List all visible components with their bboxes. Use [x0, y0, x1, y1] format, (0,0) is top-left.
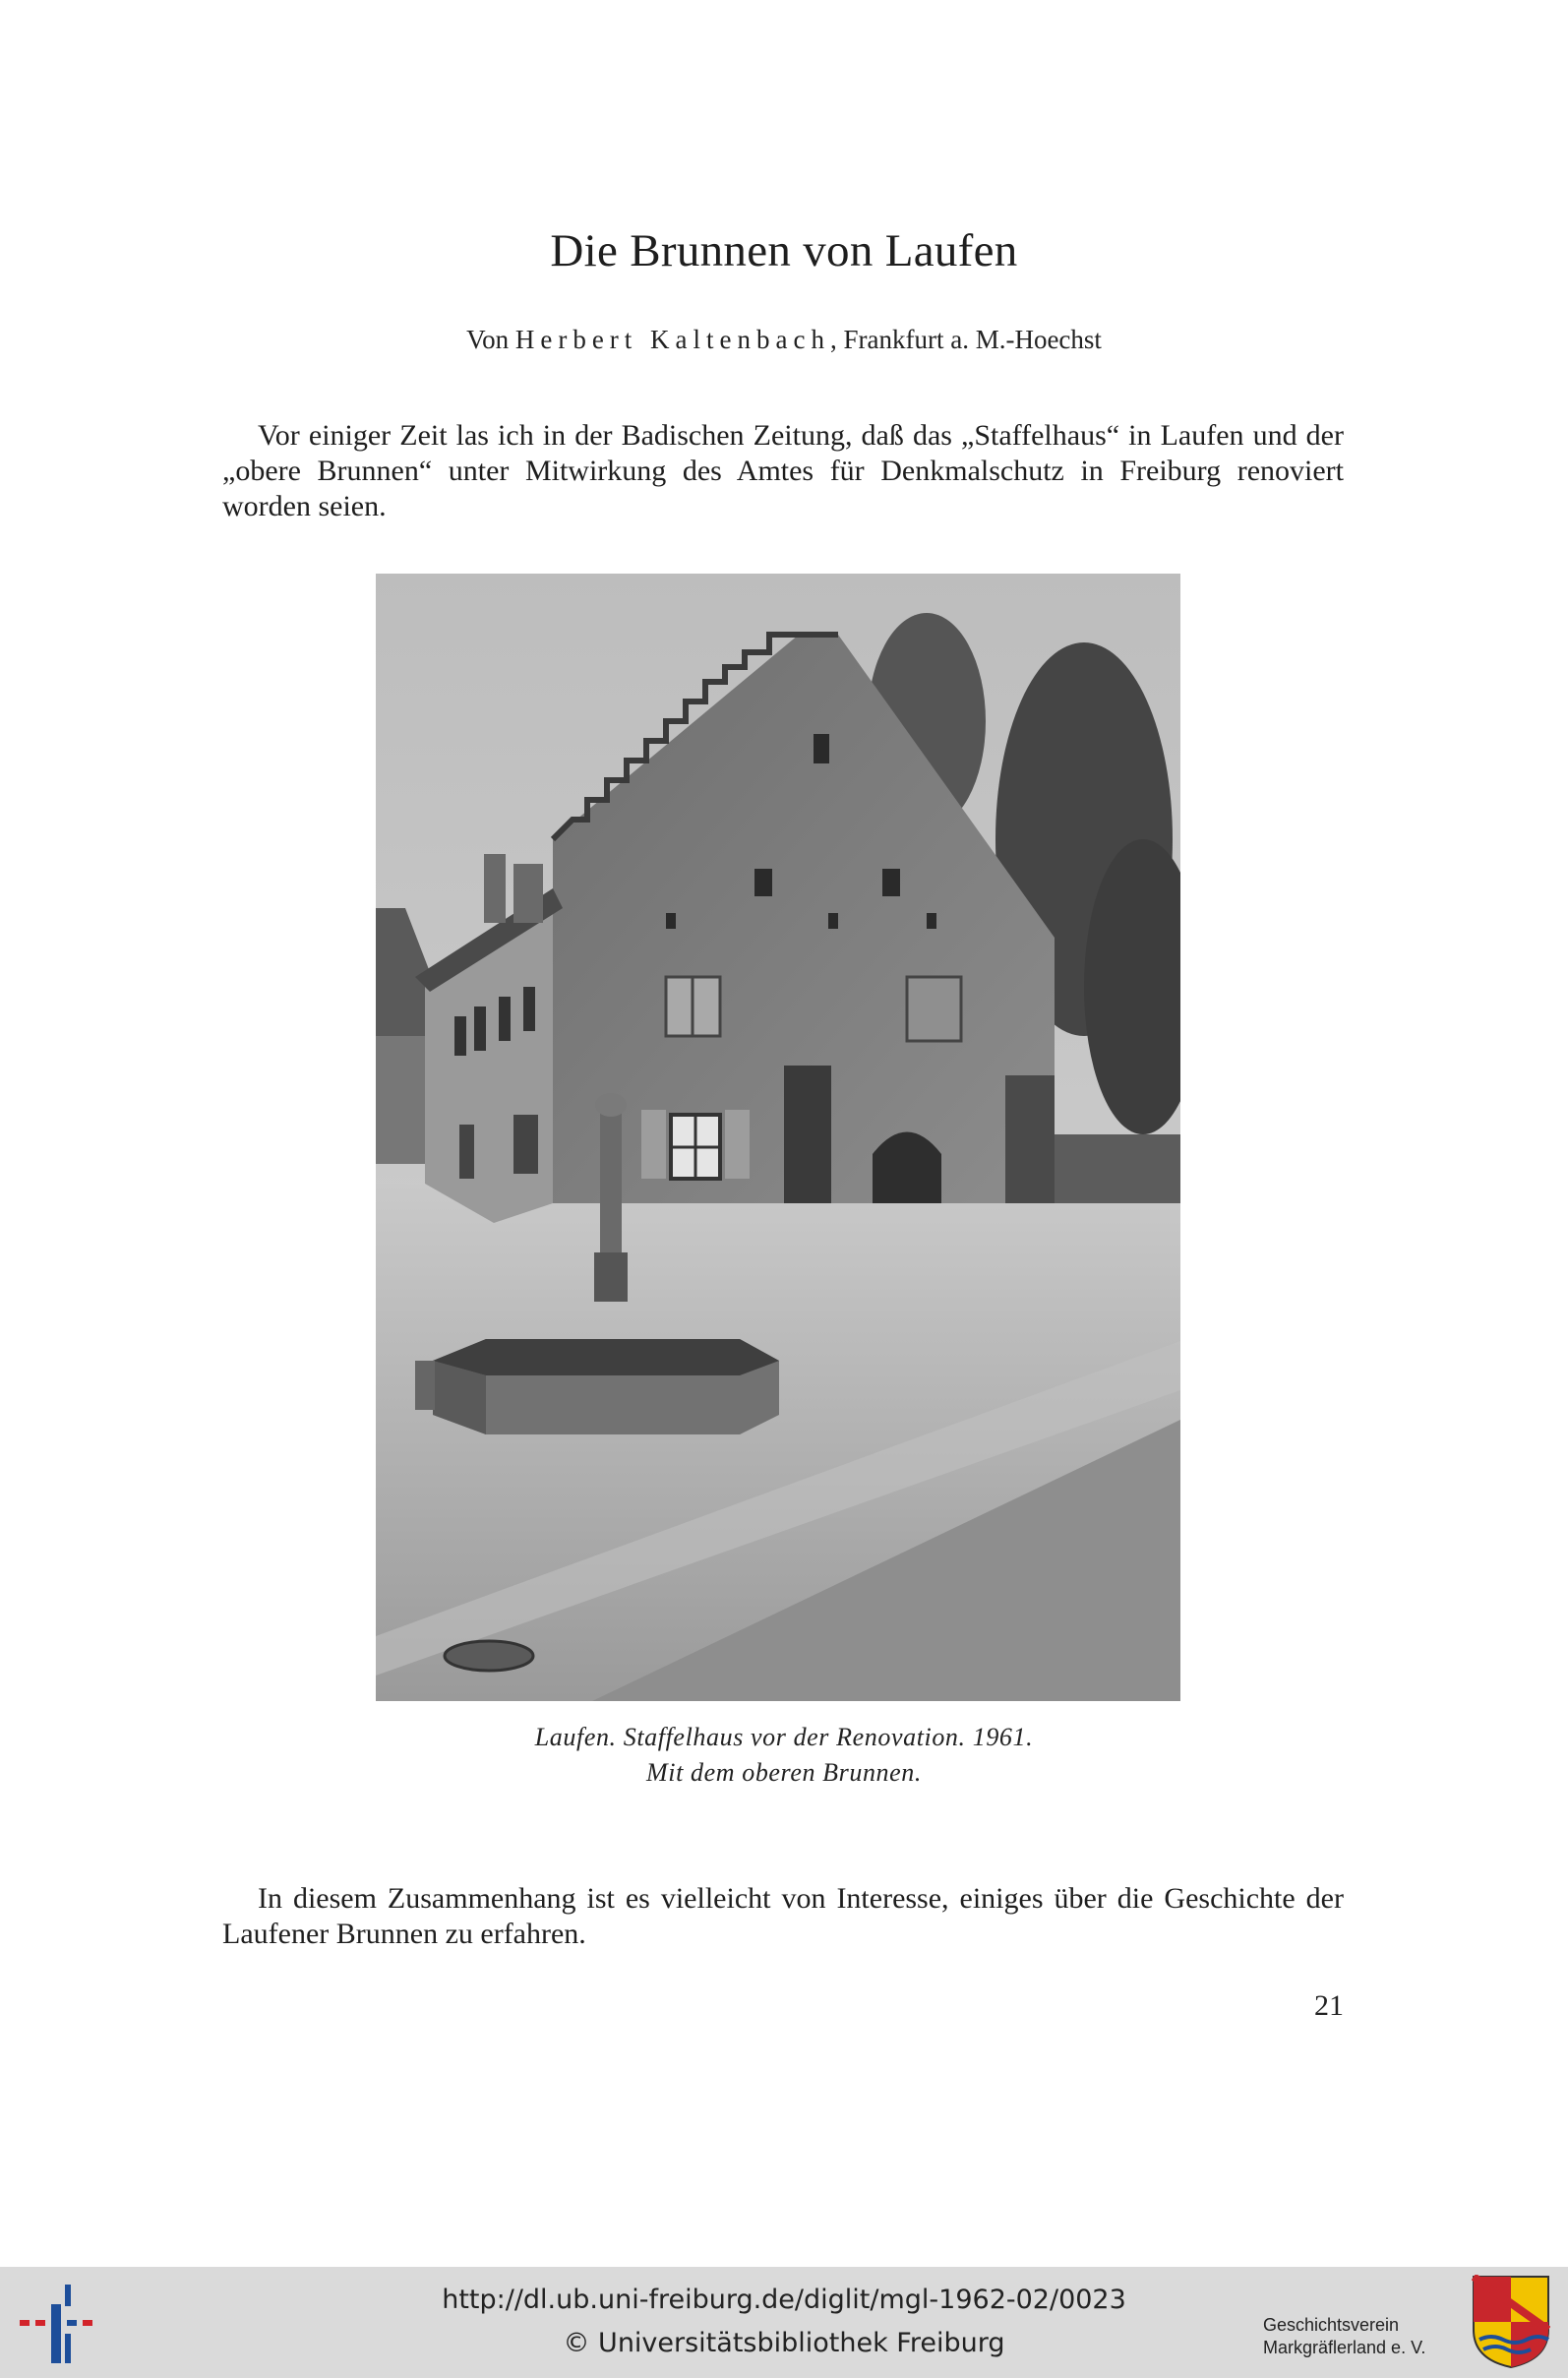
- document-url-link[interactable]: http://dl.ub.uni-freiburg.de/diglit/mgl-1962-02/0023: [442, 2285, 1126, 2315]
- byline-suffix: , Frankfurt a. M.-Hoechst: [829, 325, 1102, 354]
- library-footer: [0, 2267, 1568, 2378]
- staffelhaus-photo: [376, 574, 1180, 1701]
- society-name: [1263, 2314, 1479, 2358]
- caption-line-1: Laufen. Staffelhaus vor der Renovation. 1961.: [534, 1723, 1034, 1751]
- copyright-notice: © Universitätsbibliothek Freiburg: [563, 2328, 1005, 2358]
- photo-caption: [0, 1720, 1568, 1791]
- paragraph-context: In diesem Zusammenhang ist es vielleicht von Interesse, einiges über die Geschichte der Laufener Brunnen zu erfahren.: [222, 1882, 1344, 1950]
- coat-of-arms-icon: [1472, 2275, 1550, 2369]
- byline: [0, 325, 1568, 355]
- article-title: Die Brunnen von Laufen: [550, 225, 1018, 276]
- caption-line-2: Mit dem oberen Brunnen.: [646, 1757, 922, 1787]
- byline-prefix: Von: [466, 325, 510, 354]
- society-line-2: Markgräflerland e. V.: [1263, 2337, 1426, 2357]
- society-line-1: Geschichtsverein: [1263, 2315, 1400, 2335]
- page-number: 21: [1314, 1989, 1344, 2022]
- paragraph-intro: Vor einiger Zeit las ich in der Badischen Zeitung, daß das „Staffelhaus“ in Laufen und der „obere Brunnen“ unter Mitwirkung des Amtes für Denkmalschutz in Freiburg renoviert worden seien.: [222, 419, 1344, 522]
- author-name: Herbert Kaltenbach: [514, 325, 830, 354]
